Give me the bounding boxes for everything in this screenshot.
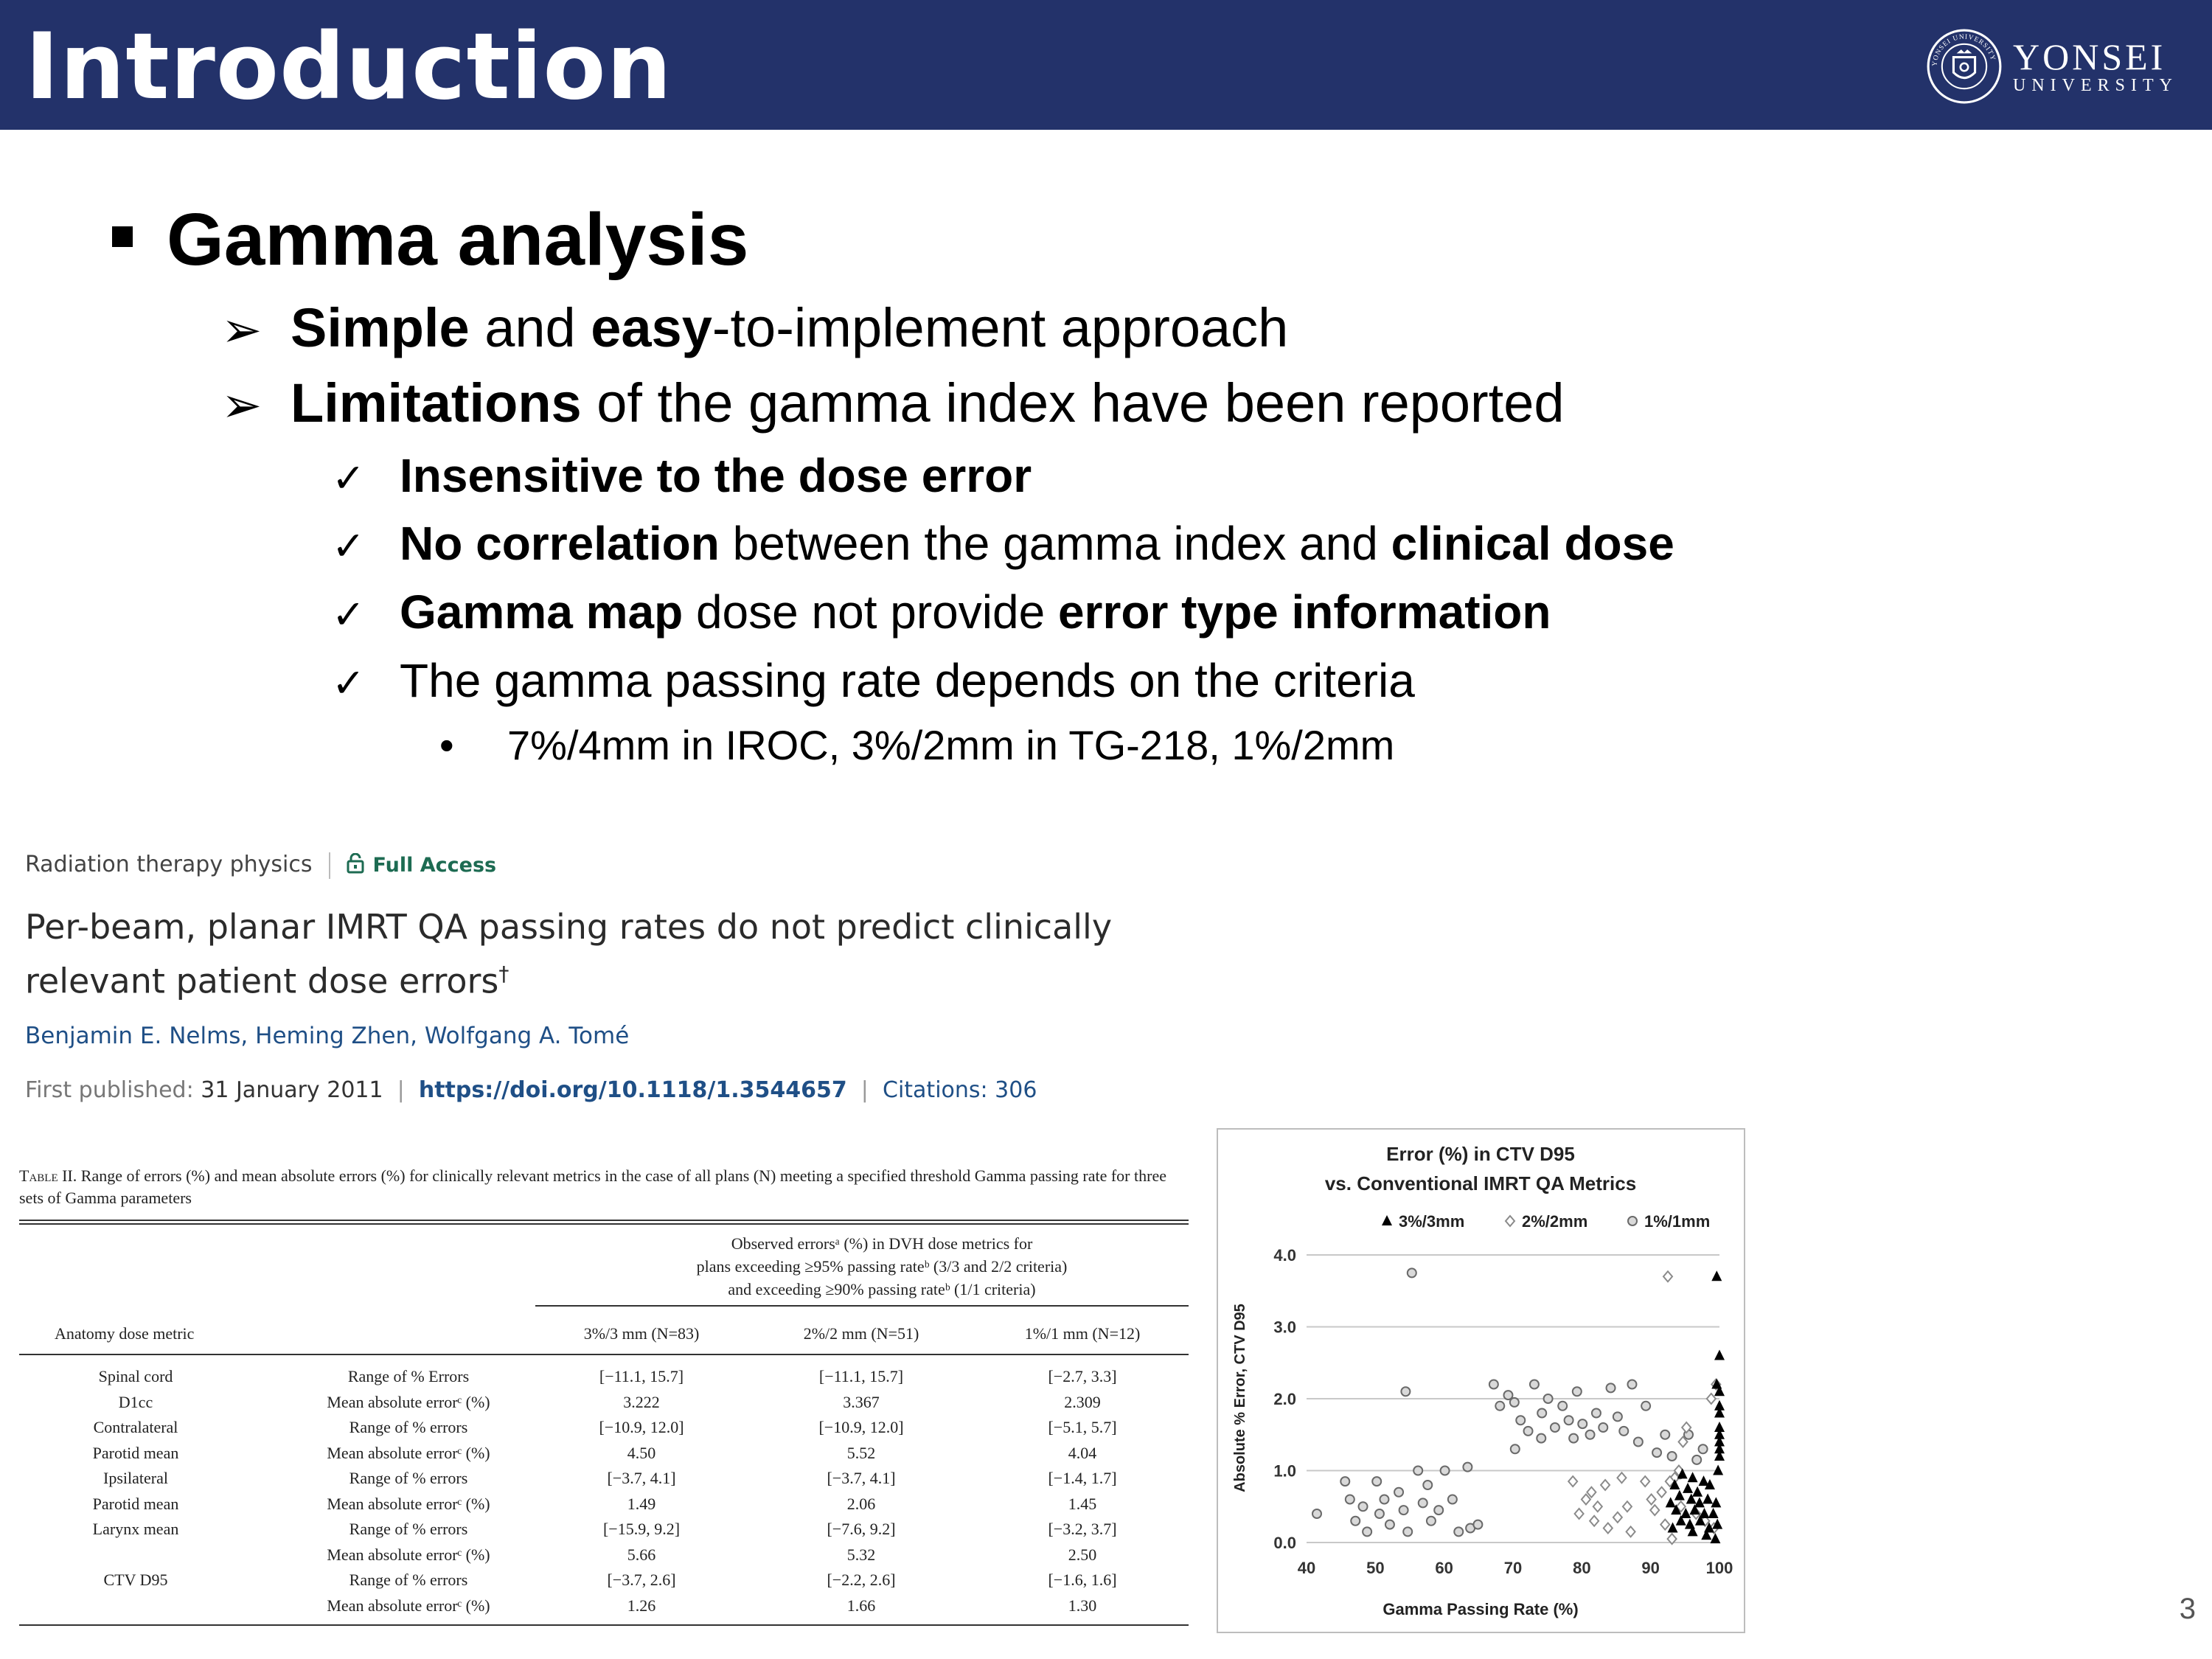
table-cell-value: [−5.1, 5.7] [1048,1418,1117,1436]
data-point [1607,1383,1615,1392]
paper-authors[interactable]: Benjamin E. Nelms, Heming Zhen, Wolfgang A. Tomé [25,1023,630,1049]
legend-label: 2%/2mm [1522,1212,1588,1231]
data-point [1419,1498,1427,1507]
criteria-list-item: • 7%/4mm in IROC, 3%/2mm in TG-218, 1%/2mm [439,722,1395,768]
data-point [1510,1398,1519,1407]
checkmark-icon: ✓ [332,660,366,706]
data-point [1524,1427,1533,1436]
data-point [1399,1506,1408,1514]
data-point [1558,1402,1567,1411]
data-point [1623,1501,1632,1512]
checkmark-icon: ✓ [332,523,366,569]
table-cell-statistic: Mean absolute errorᶜ (%) [327,1443,490,1462]
title-bar [0,0,2212,130]
paper-category[interactable]: Radiation therapy physics [25,852,313,877]
table-cell-value: 4.04 [1068,1443,1097,1462]
data-point [1593,1501,1602,1512]
data-point [1683,1483,1693,1493]
legend-marker [1382,1215,1392,1225]
table-cell-anatomy: Parotid mean [92,1443,179,1462]
data-point [1385,1520,1394,1529]
paper-category-line [25,852,496,879]
data-point [1590,1516,1599,1526]
table-cell-value: [−2.7, 3.3] [1048,1367,1117,1385]
data-point [1511,1444,1520,1453]
table-cell-value: 1.66 [846,1596,876,1615]
table-cell-value: 5.32 [846,1545,876,1564]
legend-marker [1506,1216,1514,1226]
table-cell-value: [−2.2, 2.6] [827,1571,896,1589]
data-point [1694,1497,1705,1507]
table-cell-anatomy: Spinal cord [98,1367,173,1385]
y-tick-label: 1.0 [1273,1461,1296,1481]
data-point [1592,1409,1601,1418]
table-cell-value: 4.50 [627,1443,656,1462]
table-col-header: 1%/1 mm (N=12) [1024,1324,1141,1343]
table-col-header: 2%/2 mm (N=51) [803,1324,919,1343]
data-point [1454,1527,1463,1536]
data-point [1434,1506,1443,1514]
table-cell-value: [−11.1, 15.7] [818,1367,904,1385]
chart-title: Error (%) in CTV D95 [1386,1143,1575,1165]
data-point [1674,1490,1685,1500]
table-cell-value: [−7.6, 9.2] [827,1520,896,1538]
scatter-chart-svg [1218,1130,1744,1632]
data-point [1351,1517,1360,1526]
data-point [1346,1495,1354,1504]
table-cell-anatomy: CTV D95 [103,1571,168,1589]
data-point [1372,1477,1381,1486]
table-cell-statistic: Mean absolute errorᶜ (%) [327,1494,490,1513]
table-col-header-metric: Anatomy dose metric [55,1324,195,1343]
x-tick-label: 100 [1705,1559,1733,1577]
table-col-header: 3%/3 mm (N=83) [583,1324,700,1343]
table-cell-value: 1.26 [627,1596,656,1615]
data-point [1692,1455,1701,1464]
table-cell-statistic: Range of % Errors [347,1367,470,1385]
data-point [1537,1409,1546,1418]
results-table [19,1165,1189,1615]
table-cell-anatomy: Parotid mean [92,1494,179,1513]
table-group-header-line3: and exceeding ≥90% passing rateᵇ (1/1 criteria) [728,1280,1036,1298]
data-point [1658,1487,1666,1498]
table-cell-value: [−3.7, 2.6] [607,1571,676,1589]
data-point [1516,1416,1525,1425]
logo-wordmark: YONSEI [2013,36,2166,77]
table-cell-value: [−10.9, 12.0] [818,1418,904,1436]
data-point [1394,1488,1403,1497]
table-cell-anatomy: Larynx mean [92,1520,179,1538]
data-point [1586,1430,1595,1439]
table-group-header-line2: plans exceeding ≥95% passing rateᵇ (3/3 and 2/2 criteria) [696,1257,1068,1276]
data-point [1714,1350,1725,1360]
data-point [1575,1509,1584,1519]
table-cell-anatomy: D1cc [118,1392,153,1411]
check-no-correlation: ✓ No correlation between the gamma index and clinical dose [332,517,1674,570]
data-point [1587,1487,1596,1498]
table-cell-statistic: Range of % errors [349,1571,468,1589]
y-axis-label: Absolute % Error, CTV D95 [1232,1304,1248,1492]
page-number: 3 [2179,1593,2196,1625]
check-gamma-map: ✓ Gamma map dose not provide error type information [332,585,1551,639]
data-point [1568,1476,1577,1486]
data-point [1692,1486,1703,1497]
x-tick-label: 60 [1435,1559,1453,1577]
data-point [1473,1520,1482,1529]
data-point [1641,1402,1650,1411]
data-point [1708,1508,1719,1518]
table-cell-value: [−1.6, 1.6] [1048,1571,1117,1589]
data-point [1652,1448,1661,1457]
data-point [1688,1472,1698,1482]
table-cell-statistic: Mean absolute errorᶜ (%) [327,1545,490,1564]
yonsei-logo [1926,29,2178,103]
x-tick-label: 80 [1573,1559,1591,1577]
x-tick-label: 70 [1503,1559,1523,1577]
chart-subtitle: vs. Conventional IMRT QA Metrics [1324,1172,1637,1194]
data-point [1530,1380,1539,1389]
checkmark-icon: ✓ [332,591,366,638]
data-point [1699,1444,1708,1453]
table-cell-value: 1.45 [1068,1494,1097,1513]
data-point [1423,1481,1432,1489]
data-point [1582,1495,1590,1505]
table-cell-statistic: Mean absolute errorᶜ (%) [327,1596,490,1615]
bullet-limitations: ➢ Limitations of the gamma index have been reported [221,372,1565,434]
data-point [1375,1509,1384,1518]
arrow-bullet-icon: ➢ [221,302,262,357]
bullet-simple-approach: ➢ Simple and easy-to-implement approach [221,297,1289,358]
data-point [1380,1495,1388,1504]
university-seal-icon [1926,28,2003,105]
data-point [1710,1533,1720,1543]
x-tick-label: 90 [1641,1559,1660,1577]
table-cell-value: [−3.7, 4.1] [607,1469,676,1487]
paper-title[interactable]: Per-beam, planar IMRT QA passing rates do not predict clinically relevant patient dose errors† [25,907,1113,1001]
data-point [1312,1509,1321,1518]
doi-link[interactable]: https://doi.org/10.1118/1.3544657 [418,1077,847,1103]
logo-subtext: UNIVERSITY [2013,76,2178,95]
data-point [1544,1394,1553,1403]
paper-publication-info: First published: 31 January 2011 | https://doi.org/10.1118/1.3544657 | Citations: 306 [25,1077,1037,1103]
data-point [1703,1494,1713,1504]
data-point [1403,1527,1412,1536]
data-point [1363,1527,1371,1536]
table-cell-value: [−15.9, 9.2] [602,1520,681,1538]
data-point [1666,1497,1676,1507]
table-cell-value: [−3.2, 3.7] [1048,1520,1117,1538]
data-point [1660,1430,1669,1439]
data-point [1448,1495,1457,1504]
y-tick-label: 2.0 [1273,1390,1296,1408]
data-point [1359,1502,1368,1511]
data-point [1641,1476,1649,1486]
data-point [1601,1480,1610,1490]
data-point [1551,1423,1559,1432]
dot-bullet-icon: • [439,722,454,768]
table-cell-statistic: Mean absolute errorᶜ (%) [327,1392,490,1411]
chart-legend [1382,1212,1710,1231]
table-cell-value: 1.30 [1068,1596,1097,1615]
data-point [1537,1434,1545,1443]
checkmark-icon: ✓ [332,455,366,501]
table-cell-value: [−11.1, 15.7] [599,1367,684,1385]
data-point [1627,1526,1635,1537]
full-access-label: Full Access [372,854,497,877]
check-insensitive: ✓ Insensitive to the dose error [332,449,1032,502]
data-point [1663,1271,1672,1281]
data-point [1599,1423,1607,1432]
data-point [1634,1438,1643,1447]
table-cell-value: 5.66 [627,1545,656,1564]
data-point [1573,1387,1582,1396]
data-point [1685,1519,1695,1529]
table-cell-value: 2.50 [1068,1545,1097,1564]
y-tick-label: 4.0 [1273,1246,1296,1265]
table-cell-anatomy: Contralateral [93,1418,178,1436]
arrow-bullet-icon: ➢ [221,378,262,432]
y-tick-label: 0.0 [1273,1534,1296,1552]
data-point [1668,1452,1677,1461]
table-cell-statistic: Range of % errors [349,1418,468,1436]
bullet-gamma-analysis: Gamma analysis [112,198,748,282]
data-point [1569,1434,1578,1443]
data-point [1711,1497,1721,1507]
data-point [1660,1520,1669,1530]
data-point [1707,1394,1716,1404]
data-point [1711,1270,1722,1281]
scatter-chart [1217,1128,1745,1633]
data-point [1604,1523,1613,1534]
slide-title: Introduction [25,14,672,120]
table-cell-value: [−3.7, 4.1] [827,1469,896,1487]
table-cell-statistic: Range of % errors [349,1469,468,1487]
data-point [1613,1412,1622,1421]
table-cell-statistic: Range of % errors [349,1520,468,1538]
data-point [1627,1380,1636,1389]
data-point [1427,1517,1436,1526]
table-cell-value: 2.309 [1064,1392,1101,1411]
data-point [1565,1416,1573,1425]
table-cell-value: 3.367 [843,1392,880,1411]
data-point [1413,1467,1422,1475]
table-cell-value: [−1.4, 1.7] [1048,1469,1117,1487]
table-caption: Table II. Range of errors (%) and mean absolute errors (%) for clinically relevant metrics in the case of all plans (N) meeting a specified threshold Gamma passing rate for three sets of Gamma parameters [19,1166,1166,1207]
y-tick-label: 3.0 [1273,1318,1296,1337]
data-point [1617,1472,1626,1483]
data-point [1619,1427,1628,1436]
lock-icon [347,852,373,877]
table-cell-value: 5.52 [846,1443,876,1462]
data-point [1408,1268,1416,1277]
x-tick-label: 40 [1297,1559,1316,1577]
table-cell-value: 3.222 [623,1392,660,1411]
check-criteria: ✓ The gamma passing rate depends on the criteria [332,654,1415,707]
data-point [1441,1467,1450,1475]
data-point [1340,1477,1349,1486]
data-point [1650,1505,1659,1515]
square-bullet-icon [112,226,133,247]
data-point [1463,1463,1472,1472]
data-point [1613,1512,1622,1523]
legend-label: 1%/1mm [1644,1212,1711,1231]
table-cell-value: [−10.9, 12.0] [599,1418,684,1436]
table-cell-anatomy: Ipsilateral [103,1469,168,1487]
data-point [1578,1419,1587,1428]
table-group-header-line1: Observed errorsᵃ (%) in DVH dose metrics for [731,1234,1033,1253]
citations-count[interactable]: Citations: 306 [883,1077,1037,1103]
legend-label: 3%/3mm [1399,1212,1465,1231]
legend-marker [1628,1217,1637,1225]
x-axis-label: Gamma Passing Rate (%) [1382,1600,1579,1618]
table-cell-value: 2.06 [846,1494,876,1513]
data-point [1401,1387,1410,1396]
seal-ring-text: YONSEI UNIVERSITY [1931,33,1997,67]
data-point [1495,1402,1504,1411]
data-point [1647,1495,1656,1505]
x-tick-label: 50 [1366,1559,1385,1577]
table-cell-value: 1.49 [627,1494,656,1513]
data-point [1489,1380,1498,1389]
